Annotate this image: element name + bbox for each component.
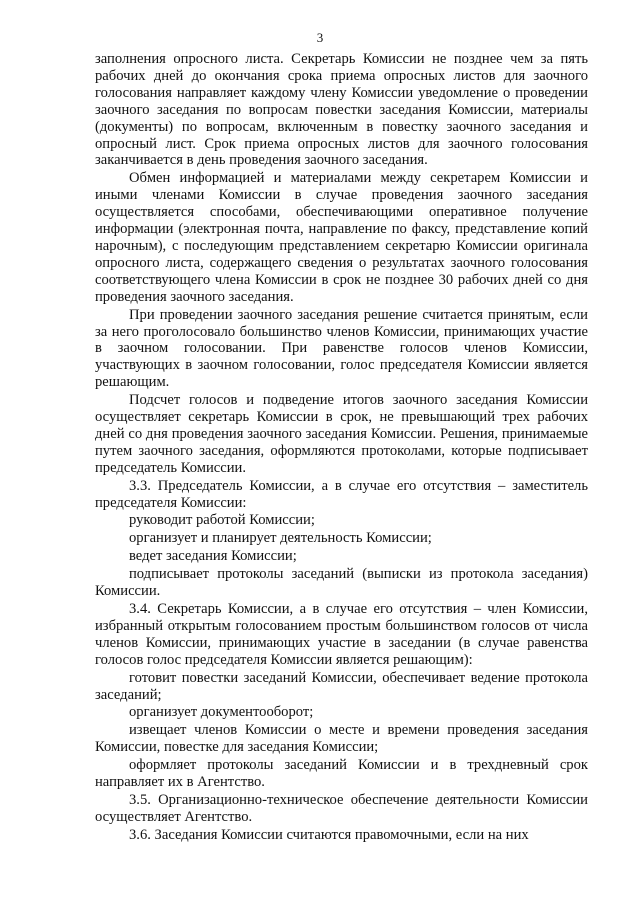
list-item-conducts-meetings: ведет заседания Комиссии; xyxy=(129,548,297,565)
paragraph-information-exchange: Обмен информацией и материалами между секретарем Комиссии и иными членами Комиссии в случае проведения заочного заседания осуществляется способами, обеспечивающими оперативное получение информации (электронная почта, направление по факсу, представление копий нарочным), с последующим представлением секретарю Комиссии оригинала опросного листа, содержащего сведения о результатах заочного голосования соответствующего члена Комиссии в срок не позднее 30 рабочих дней со дня проведения заочного заседания. xyxy=(95,170,588,305)
paragraph-voting-form: заполнения опросного листа. Секретарь Комиссии не позднее чем за пять рабочих дней до окончания срока приема опросных листов для заочного голосования направляет каждому члену Комиссии уведомление о проведении заочного заседания по вопросам повестки заседания Комиссии, материалы (документы) по вопросам, включенным в повестку заочного заседания и опросный лист. Срок приема опросных листов для заочного голосования заканчивается в день проведения заочного заседания. xyxy=(95,51,588,169)
list-item-document-flow: организует документооборот; xyxy=(129,704,314,721)
list-item-prepares-agendas: готовит повестки заседаний Комиссии, обеспечивает ведение протокола заседаний; xyxy=(95,669,588,703)
list-item-notifies-members: извещает членов Комиссии о месте и времени проведения заседания Комиссии, повестке для заседания Комиссии; xyxy=(95,722,588,756)
document-body xyxy=(95,51,588,844)
list-item-forwards-protocols: оформляет протоколы заседаний Комиссии и в трехдневный срок направляет их в Агентство. xyxy=(95,757,588,791)
paragraph-3-3-chairman: 3.3. Председатель Комиссии, а в случае его отсутствия – заместитель председателя Комиссии: xyxy=(95,477,588,511)
paragraph-3-5-technical-support: 3.5. Организационно-техническое обеспечение деятельности Комиссии осуществляет Агентство. xyxy=(95,791,588,825)
list-item-signs-protocols: подписывает протоколы заседаний (выписки из протокола заседания) Комиссии. xyxy=(95,566,588,600)
paragraph-vote-counting: Подсчет голосов и подведение итогов заочного заседания Комиссии осуществляет секретарь Комиссии в срок, не превышающий трех рабочих дней со дня проведения заочного заседания Комиссии. Решения, принимаемые путем заочного заседания, оформляются протоколами, которые подписывает председатель Комиссии. xyxy=(95,392,588,476)
paragraph-3-6-quorum: 3.6. Заседания Комиссии считаются правомочными, если на них xyxy=(129,826,529,843)
list-item-manages-work: руководит работой Комиссии; xyxy=(129,512,315,529)
paragraph-3-4-secretary: 3.4. Секретарь Комиссии, а в случае его отсутствия – член Комиссии, избранный открытым голосованием простым большинством голосов от числа членов Комиссии, принимающих участие в заседании (в случае равенства голосов голос председателя Комиссии является решающим): xyxy=(95,601,588,668)
list-item-organizes-activity: организует и планирует деятельность Комиссии; xyxy=(129,530,432,547)
page-number: 3 xyxy=(316,30,324,45)
paragraph-decision-rule: При проведении заочного заседания решение считается принятым, если за него проголосовало большинство членов Комиссии, принимающих участие в заочном голосовании. При равенстве голосов членов Комиссии, участвующих в заочном голосовании, голос председателя Комиссии является решающим. xyxy=(95,306,588,391)
